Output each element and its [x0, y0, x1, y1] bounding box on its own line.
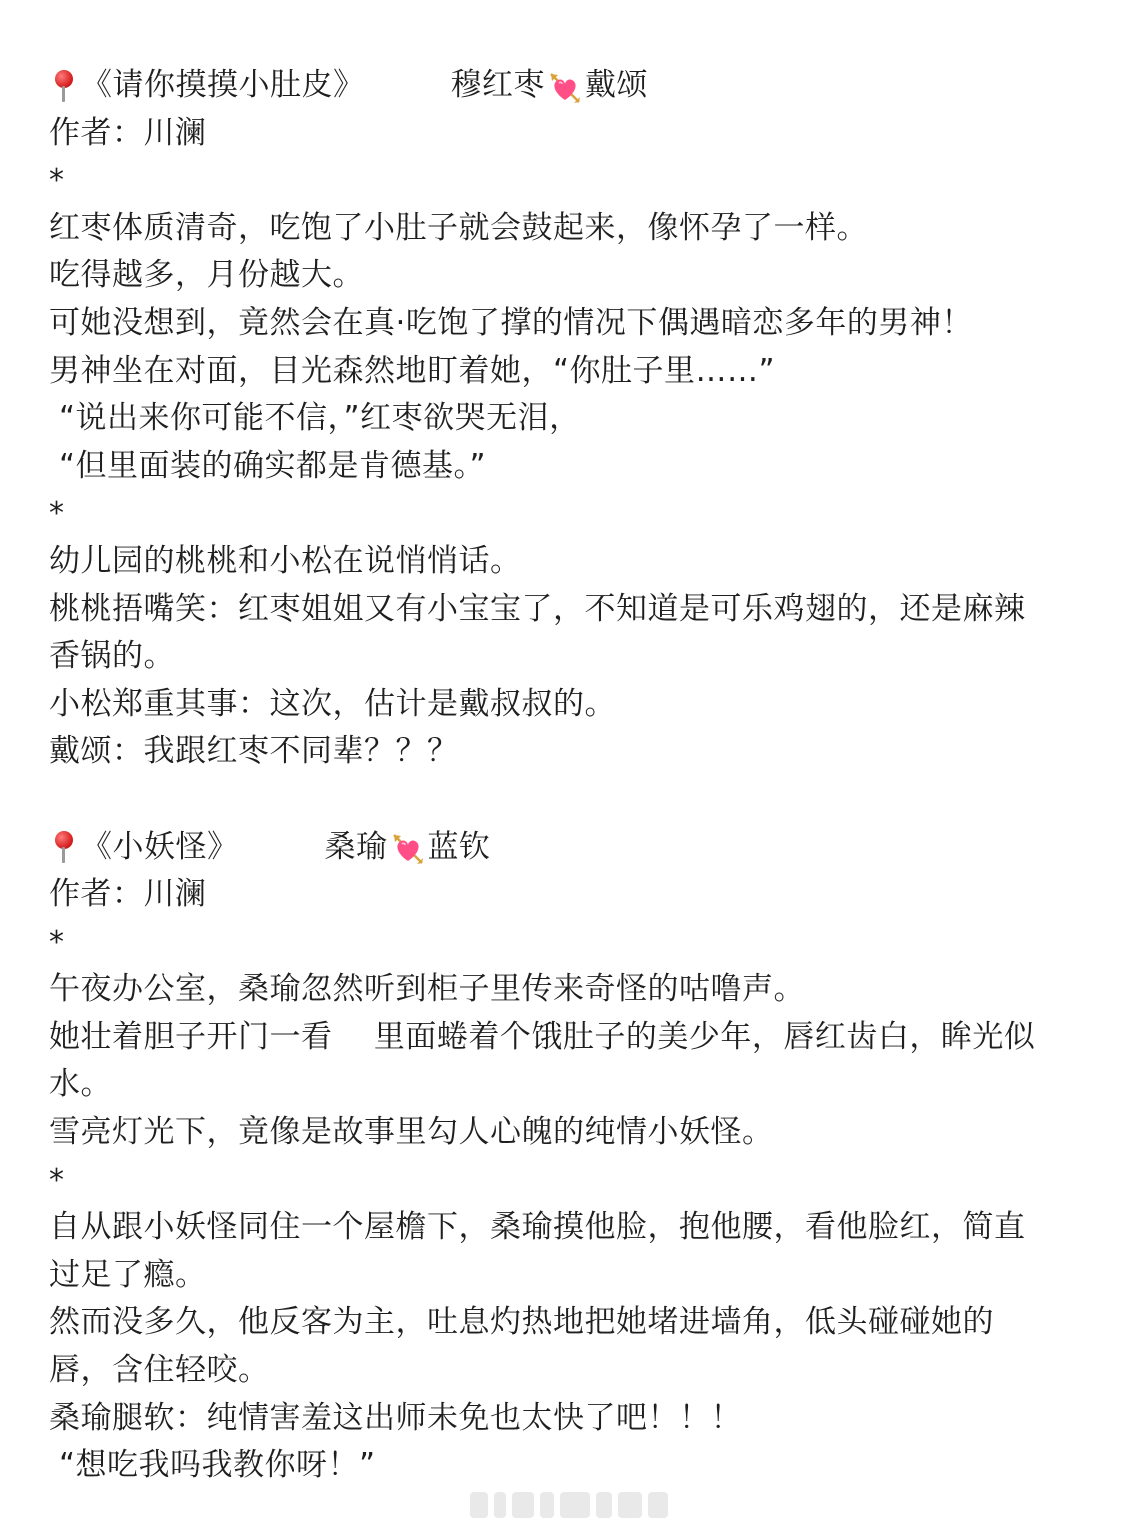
- book-section-2: [49, 824, 1094, 1490]
- text-line: 桑瑜腿软：纯情害羞这出师未免也太快了吧！！！: [49, 1399, 742, 1436]
- book-title-row: [49, 824, 1094, 872]
- couple-name-right: 戴颂: [585, 67, 648, 103]
- author-line: 作者：川澜: [49, 114, 207, 151]
- text-line: 桃桃捂嘴笑：红枣姐姐又有小宝宝了，不知道是可乐鸡翅的，还是麻辣: [49, 590, 1026, 627]
- separator-star: *: [49, 496, 64, 532]
- text-line: 吃得越多，月份越大。: [49, 257, 364, 294]
- round-pushpin-icon: [51, 829, 77, 865]
- couple-name-right: 蓝钦: [427, 828, 491, 865]
- text-line: 幼儿园的桃桃和小松在说悄悄话。: [49, 542, 522, 579]
- text-line: 香锅的。: [49, 638, 175, 675]
- text-line: “说出来你可能不信，”红枣欲哭无泪，: [59, 400, 581, 437]
- separator-star: *: [49, 924, 64, 960]
- couple-name-left: 桑瑜: [324, 828, 388, 865]
- heart-with-arrow-icon: [548, 71, 582, 105]
- text-line: 可她没想到，竟然会在真·吃饱了撑的情况下偶遇暗恋多年的男神！: [49, 304, 973, 341]
- couple-names: [451, 62, 649, 110]
- text-line: 雪亮灯光下，竟像是故事里勾人心魄的纯情小妖怪。: [49, 1114, 774, 1151]
- book-section-1: [49, 62, 1094, 776]
- book-title-row: [49, 62, 1094, 110]
- text-line: “但里面装的确实都是肯德基。”: [59, 447, 487, 484]
- text-line: 她壮着胆子开门一看 里面蜷着个饿肚子的美少年，唇红齿白，眸光似: [49, 1018, 1036, 1055]
- separator-star: *: [49, 1162, 64, 1198]
- text-line: 水。: [49, 1066, 112, 1103]
- text-line: 唇，含住轻咬。: [49, 1352, 270, 1389]
- round-pushpin-icon: [51, 68, 77, 104]
- text-line: 然而没多久，他反客为主，吐息灼热地把她堵进墙角，低头碰碰她的: [49, 1304, 994, 1341]
- text-line: 红枣体质清奇，吃饱了小肚子就会鼓起来，像怀孕了一样。: [49, 209, 868, 246]
- book-title: 《请你摸摸小肚皮》: [81, 67, 365, 103]
- text-line: “想吃我吗我教你呀！”: [59, 1447, 376, 1484]
- couple-name-left: 穆红枣: [450, 67, 545, 103]
- document-page: [49, 62, 1094, 1490]
- text-line: 过足了瘾。: [49, 1256, 207, 1293]
- watermark: [470, 1488, 680, 1522]
- author-line: 作者：川澜: [49, 876, 207, 913]
- text-line: 男神坐在对面，目光森然地盯着她，“你肚子里……”: [49, 352, 776, 389]
- text-line: 午夜办公室，桑瑜忽然听到柜子里传来奇怪的咕噜声。: [49, 971, 805, 1008]
- book-title: 《小妖怪》: [81, 828, 239, 865]
- text-line: 戴颂：我跟红枣不同辈？？？: [49, 733, 459, 770]
- text-line: 小松郑重其事：这次，估计是戴叔叔的。: [49, 685, 616, 722]
- heart-with-arrow-icon: [391, 832, 425, 866]
- couple-names: [325, 824, 491, 872]
- separator-star: *: [49, 163, 64, 199]
- text-line: 自从跟小妖怪同住一个屋檐下，桑瑜摸他脸，抱他腰，看他脸红，简直: [49, 1209, 1026, 1246]
